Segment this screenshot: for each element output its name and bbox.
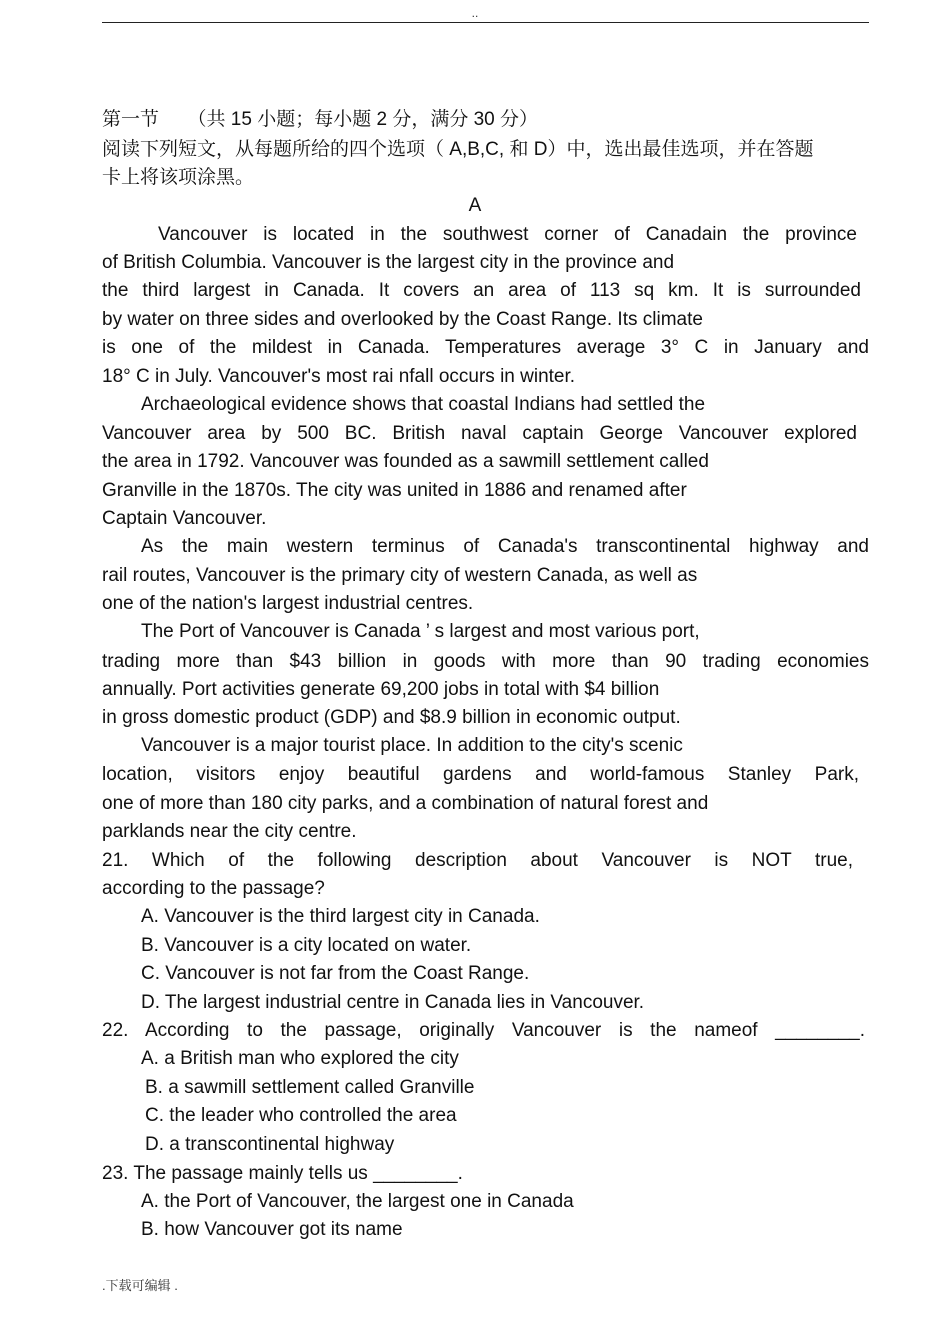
answer-option: A. Vancouver is the third largest city in Canada. [141, 906, 540, 927]
header-rule [102, 22, 869, 23]
passage-line: Captain Vancouver. [102, 508, 267, 529]
answer-option: A. the Port of Vancouver, the largest one in Canada [141, 1191, 574, 1212]
question-stem: according to the passage? [102, 878, 325, 899]
answer-option: D. a transcontinental highway [145, 1134, 395, 1155]
section-title: 第一节 （共 15 小题；每小题 2 分，满分 30 分） [102, 109, 539, 130]
header-mark: .. [471, 6, 479, 20]
passage-line: in gross domestic product (GDP) and $8.9 billion in economic output. [102, 707, 681, 728]
part-label: A [468, 195, 482, 216]
answer-option: B. a sawmill settlement called Granville [145, 1077, 475, 1098]
answer-option: B. how Vancouver got its name [141, 1219, 403, 1240]
question-stem: 21. Which of the following description about Vancouver is NOT true, [102, 850, 853, 871]
answer-option: B. Vancouver is a city located on water. [141, 935, 472, 956]
answer-option: A. a British man who explored the city [141, 1048, 459, 1069]
passage-line: Vancouver is located in the southwest corner of Canadain the province [158, 224, 857, 245]
passage-line: 18° C in July. Vancouver's most rai nfall occurs in winter. [102, 366, 576, 387]
passage-line: annually. Port activities generate 69,200 jobs in total with $4 billion [102, 679, 660, 700]
passage-line: parklands near the city centre. [102, 821, 357, 842]
passage-line: location, visitors enjoy beautiful gardens and world-famous Stanley Park, [102, 764, 859, 785]
answer-option: D. The largest industrial centre in Canada lies in Vancouver. [141, 992, 645, 1013]
passage-line: trading more than $43 billion in goods with more than 90 trading economies [102, 651, 869, 672]
passage-line: Vancouver is a major tourist place. In addition to the city's scenic [141, 735, 683, 756]
passage-line: is one of the mildest in Canada. Temperatures average 3° C in January and [102, 337, 869, 358]
passage-line: As the main western terminus of Canada's transcontinental highway and [141, 536, 869, 557]
question-stem: 22. According to the passage, originally Vancouver is the nameof ________. [102, 1020, 865, 1041]
passage-line: Granville in the 1870s. The city was united in 1886 and renamed after [102, 480, 687, 501]
instruction-line-1: 阅读下列短文，从每题所给的四个选项（ A,B,C, 和 D）中，选出最佳选项，并在答题 [102, 139, 814, 160]
passage-line: of British Columbia. Vancouver is the largest city in the province and [102, 252, 675, 273]
passage-line: one of more than 180 city parks, and a combination of natural forest and [102, 793, 709, 814]
passage-line: the area in 1792. Vancouver was founded as a sawmill settlement called [102, 451, 709, 472]
question-stem: 23. The passage mainly tells us ________. [102, 1163, 463, 1184]
instruction-line-2: 卡上将该项涂黑。 [102, 167, 255, 188]
passage-line: one of the nation's largest industrial centres. [102, 593, 474, 614]
passage-line: the third largest in Canada. It covers an area of 113 sq km. It is surrounded [102, 280, 861, 301]
passage-line: rail routes, Vancouver is the primary city of western Canada, as well as [102, 565, 698, 586]
passage-line: The Port of Vancouver is Canada ’ s largest and most various port, [141, 621, 700, 642]
passage-line: Vancouver area by 500 BC. British naval captain George Vancouver explored [102, 423, 857, 444]
answer-option: C. the leader who controlled the area [145, 1105, 457, 1126]
passage-line: Archaeological evidence shows that coastal Indians had settled the [141, 394, 706, 415]
passage-line: by water on three sides and overlooked by the Coast Range. Its climate [102, 309, 703, 330]
answer-option: C. Vancouver is not far from the Coast Range. [141, 963, 530, 984]
footer-text: .下载可编辑 . [102, 1278, 178, 1293]
